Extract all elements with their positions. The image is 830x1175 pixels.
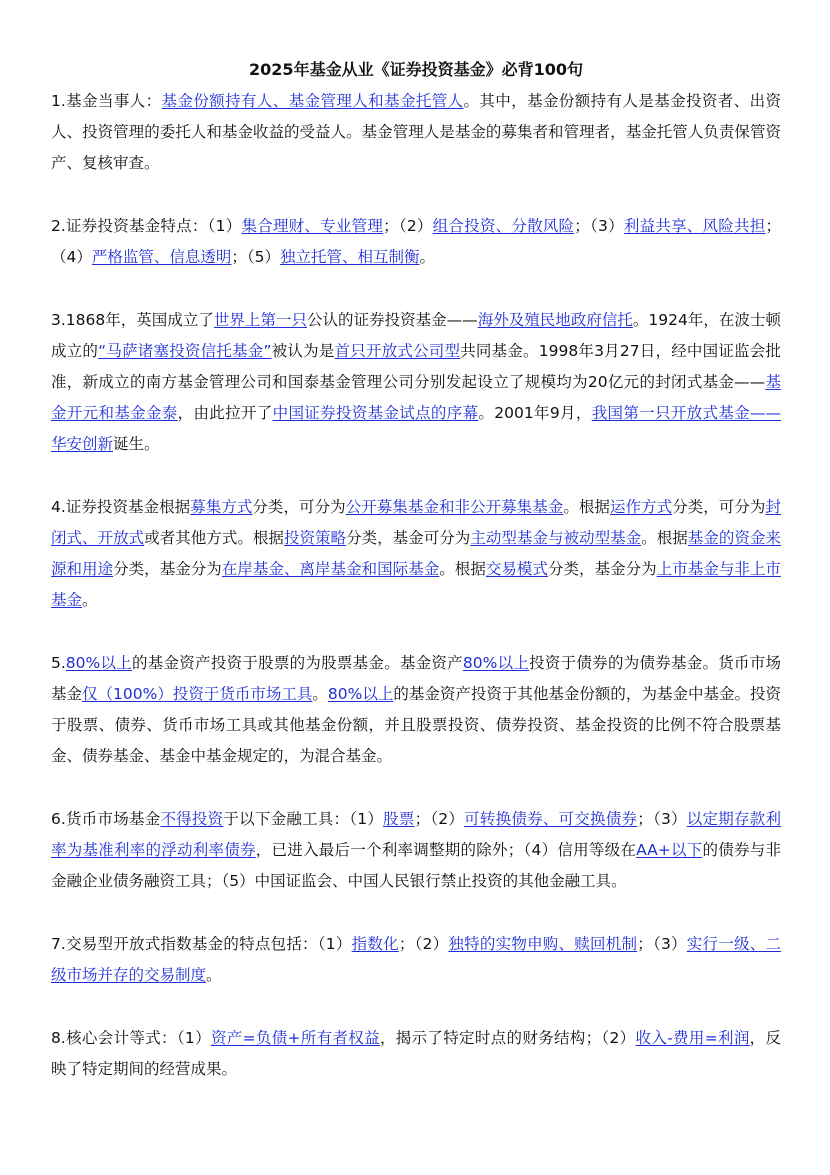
paragraph-text: 分类，基金可分为 xyxy=(346,529,471,547)
paragraph-text: 的基金资产投资于其他基金份额的，为基金中基金。投资于股票、债券、货币市场工具或其他基金份额，并且股票投资、债券投资、基金投资的比例不符合股票基金、债券基金、基金中基金规定的，为混合基金。 xyxy=(51,685,781,765)
paragraph-2 xyxy=(51,211,781,273)
key-point-link[interactable]: 首只开放式公司型 xyxy=(334,342,461,360)
paragraph-text: ，已进入最后一个利率调整期的除外；（4）信用等级在 xyxy=(255,841,637,859)
paragraph-text: 。2001年9月， xyxy=(478,404,592,422)
paragraph-text: ；（4） xyxy=(51,217,781,266)
key-point-link[interactable]: 中国证券投资基金试点的序幕 xyxy=(272,404,479,422)
key-point-link[interactable]: 利益共享、风险共担 xyxy=(623,217,766,235)
key-point-link[interactable]: 可转换债券、可交换债券 xyxy=(464,810,638,828)
paragraph-text: 分类，可分为 xyxy=(672,498,766,516)
paragraph-text: ；（5） xyxy=(231,248,281,266)
key-point-link[interactable]: 集合理财、专业管理 xyxy=(241,217,384,235)
paragraph-text: 。根据 xyxy=(563,498,610,516)
paragraph-text: 的债券与非金融企业债务融资工具；（5）中国证监会、中国人民银行禁止投资的其他金融工具。 xyxy=(51,841,781,890)
key-point-link[interactable]: 募集方式 xyxy=(190,498,253,516)
key-point-link[interactable]: 海外及殖民地政府信托 xyxy=(477,311,633,329)
paragraph-text: 8.核心会计等式：（1） xyxy=(51,1029,211,1047)
paragraph-4 xyxy=(51,492,781,616)
paragraph-text: 5. xyxy=(51,654,66,672)
paragraph-text: 。 xyxy=(206,966,222,984)
paragraph-3 xyxy=(51,305,781,460)
key-point-link[interactable]: 组合投资、分散风险 xyxy=(432,217,575,235)
paragraph-5 xyxy=(51,648,781,772)
key-point-link[interactable]: 80%以上 xyxy=(327,685,394,703)
key-point-link[interactable]: 在岸基金、离岸基金和国际基金 xyxy=(221,560,440,578)
paragraph-text: ，反映了特定期间的经营成果。 xyxy=(51,1029,781,1078)
paragraph-text: ；（3） xyxy=(637,935,687,953)
key-point-link[interactable]: 我国第一只开放式基金——华安创新 xyxy=(51,404,781,453)
paragraph-text: ；（3） xyxy=(574,217,624,235)
key-point-link[interactable]: 独特的实物申购、赎回机制 xyxy=(448,935,638,953)
key-point-link[interactable]: 以定期存款利率为基准利率的浮动利率债券 xyxy=(51,810,781,859)
paragraph-text: 分类，基金分为 xyxy=(113,560,222,578)
paragraph-text: ；（2） xyxy=(383,217,433,235)
paragraph-text: 被认为是 xyxy=(271,342,335,360)
key-point-link[interactable]: 主动型基金与被动型基金 xyxy=(470,529,642,547)
key-point-link[interactable]: 独立托管、相互制衡 xyxy=(280,248,420,266)
key-point-link[interactable]: 基金开元和基金金泰 xyxy=(51,373,781,422)
paragraph-text: 。1924年，在波士顿成立的 xyxy=(51,311,781,360)
key-point-link[interactable]: 指数化 xyxy=(351,935,399,953)
key-point-link[interactable]: 世界上第一只 xyxy=(213,311,308,329)
paragraph-text: 6.货币市场基金 xyxy=(51,810,161,828)
paragraph-text: 诞生。 xyxy=(113,435,160,453)
key-point-link[interactable]: 基金的资金来源和用途 xyxy=(51,529,781,578)
paragraph-text: 分类，可分为 xyxy=(252,498,346,516)
paragraph-text: 投资于债券的为债券基金。货币市场基金 xyxy=(51,654,782,703)
paragraph-text: 4.证券投资基金根据 xyxy=(51,498,191,516)
key-point-link[interactable]: “马萨诸塞投资信托基金” xyxy=(98,342,272,360)
document-page xyxy=(51,58,781,1117)
paragraph-text: 。其中，基金份额持有人是基金投资者、出资人、投资管理的委托人和基金收益的受益人。基金管理人是基金的募集者和管理者，基金托管人负责保管资产、复核审查。 xyxy=(51,92,781,172)
document-title: 2025年基金从业《证券投资基金》必背100句 xyxy=(249,60,583,79)
key-point-link[interactable]: 上市基金与非上市基金 xyxy=(51,560,781,609)
key-point-link[interactable]: 股票 xyxy=(383,810,415,828)
paragraph-text: 的基金资产投资于股票的为股票基金。基金资产 xyxy=(132,654,463,672)
paragraph-text: 7.交易型开放式指数基金的特点包括：（1） xyxy=(51,935,352,953)
paragraph-text: ；（2） xyxy=(398,935,449,953)
key-point-link[interactable]: 交易模式 xyxy=(485,560,548,578)
paragraph-1 xyxy=(51,86,781,179)
paragraph-text: 共同基金。1998年3月27日，经中国证监会批准，新成立的南方基金管理公司和国泰基金管理公司分别发起设立了规模均为20亿元的封闭式基金—— xyxy=(51,342,781,391)
paragraph-text: 或者其他方式。根据 xyxy=(144,529,284,547)
key-point-link[interactable]: 80%以上 xyxy=(462,654,530,672)
paragraph-8 xyxy=(51,1023,781,1085)
key-point-link[interactable]: 不得投资 xyxy=(160,810,224,828)
key-point-link[interactable]: 收入-费用=利润 xyxy=(635,1029,750,1047)
key-point-link[interactable]: AA+以下 xyxy=(636,841,703,859)
key-point-link[interactable]: 公开募集基金和非公开募集基金 xyxy=(345,498,564,516)
paragraph-7 xyxy=(51,929,781,991)
paragraph-text: ，揭示了特定时点的财务结构；（2） xyxy=(379,1029,636,1047)
paragraph-text: 公认的证券投资基金—— xyxy=(307,311,478,329)
key-point-link[interactable]: 运作方式 xyxy=(609,498,673,516)
paragraph-6 xyxy=(51,804,781,897)
key-point-link[interactable]: 投资策略 xyxy=(283,529,347,547)
key-point-link[interactable]: 仅（100%）投资于货币市场工具 xyxy=(82,685,313,703)
key-point-link[interactable]: 资产=负债+所有者权益 xyxy=(210,1029,380,1047)
paragraph-text: 3.1868年，英国成立了 xyxy=(51,311,214,329)
paragraph-text: 。 xyxy=(419,248,436,266)
paragraph-list xyxy=(51,86,781,1085)
paragraph-text: ；（2） xyxy=(414,810,465,828)
paragraph-text: 。根据 xyxy=(641,529,688,547)
key-point-link[interactable]: 80%以上 xyxy=(65,654,133,672)
paragraph-text: 1.基金当事人： xyxy=(51,92,162,110)
paragraph-text: 于以下金融工具：（1） xyxy=(223,810,384,828)
key-point-link[interactable]: 基金份额持有人、基金管理人和基金托管人 xyxy=(161,92,464,110)
key-point-link[interactable]: 严格监管、信息透明 xyxy=(91,248,232,266)
paragraph-text: 分类，基金分为 xyxy=(548,560,657,578)
paragraph-text: 2.证券投资基金特点：（1） xyxy=(51,217,242,235)
paragraph-text: ，由此拉开了 xyxy=(177,404,273,422)
paragraph-text: 。 xyxy=(82,591,98,609)
paragraph-text: 。 xyxy=(312,685,328,703)
paragraph-text: 。根据 xyxy=(439,560,486,578)
paragraph-text: ；（3） xyxy=(637,810,687,828)
key-point-link[interactable]: 封闭式、开放式 xyxy=(51,498,781,547)
key-point-link[interactable]: 实行一级、二级市场并存的交易制度 xyxy=(51,935,781,984)
